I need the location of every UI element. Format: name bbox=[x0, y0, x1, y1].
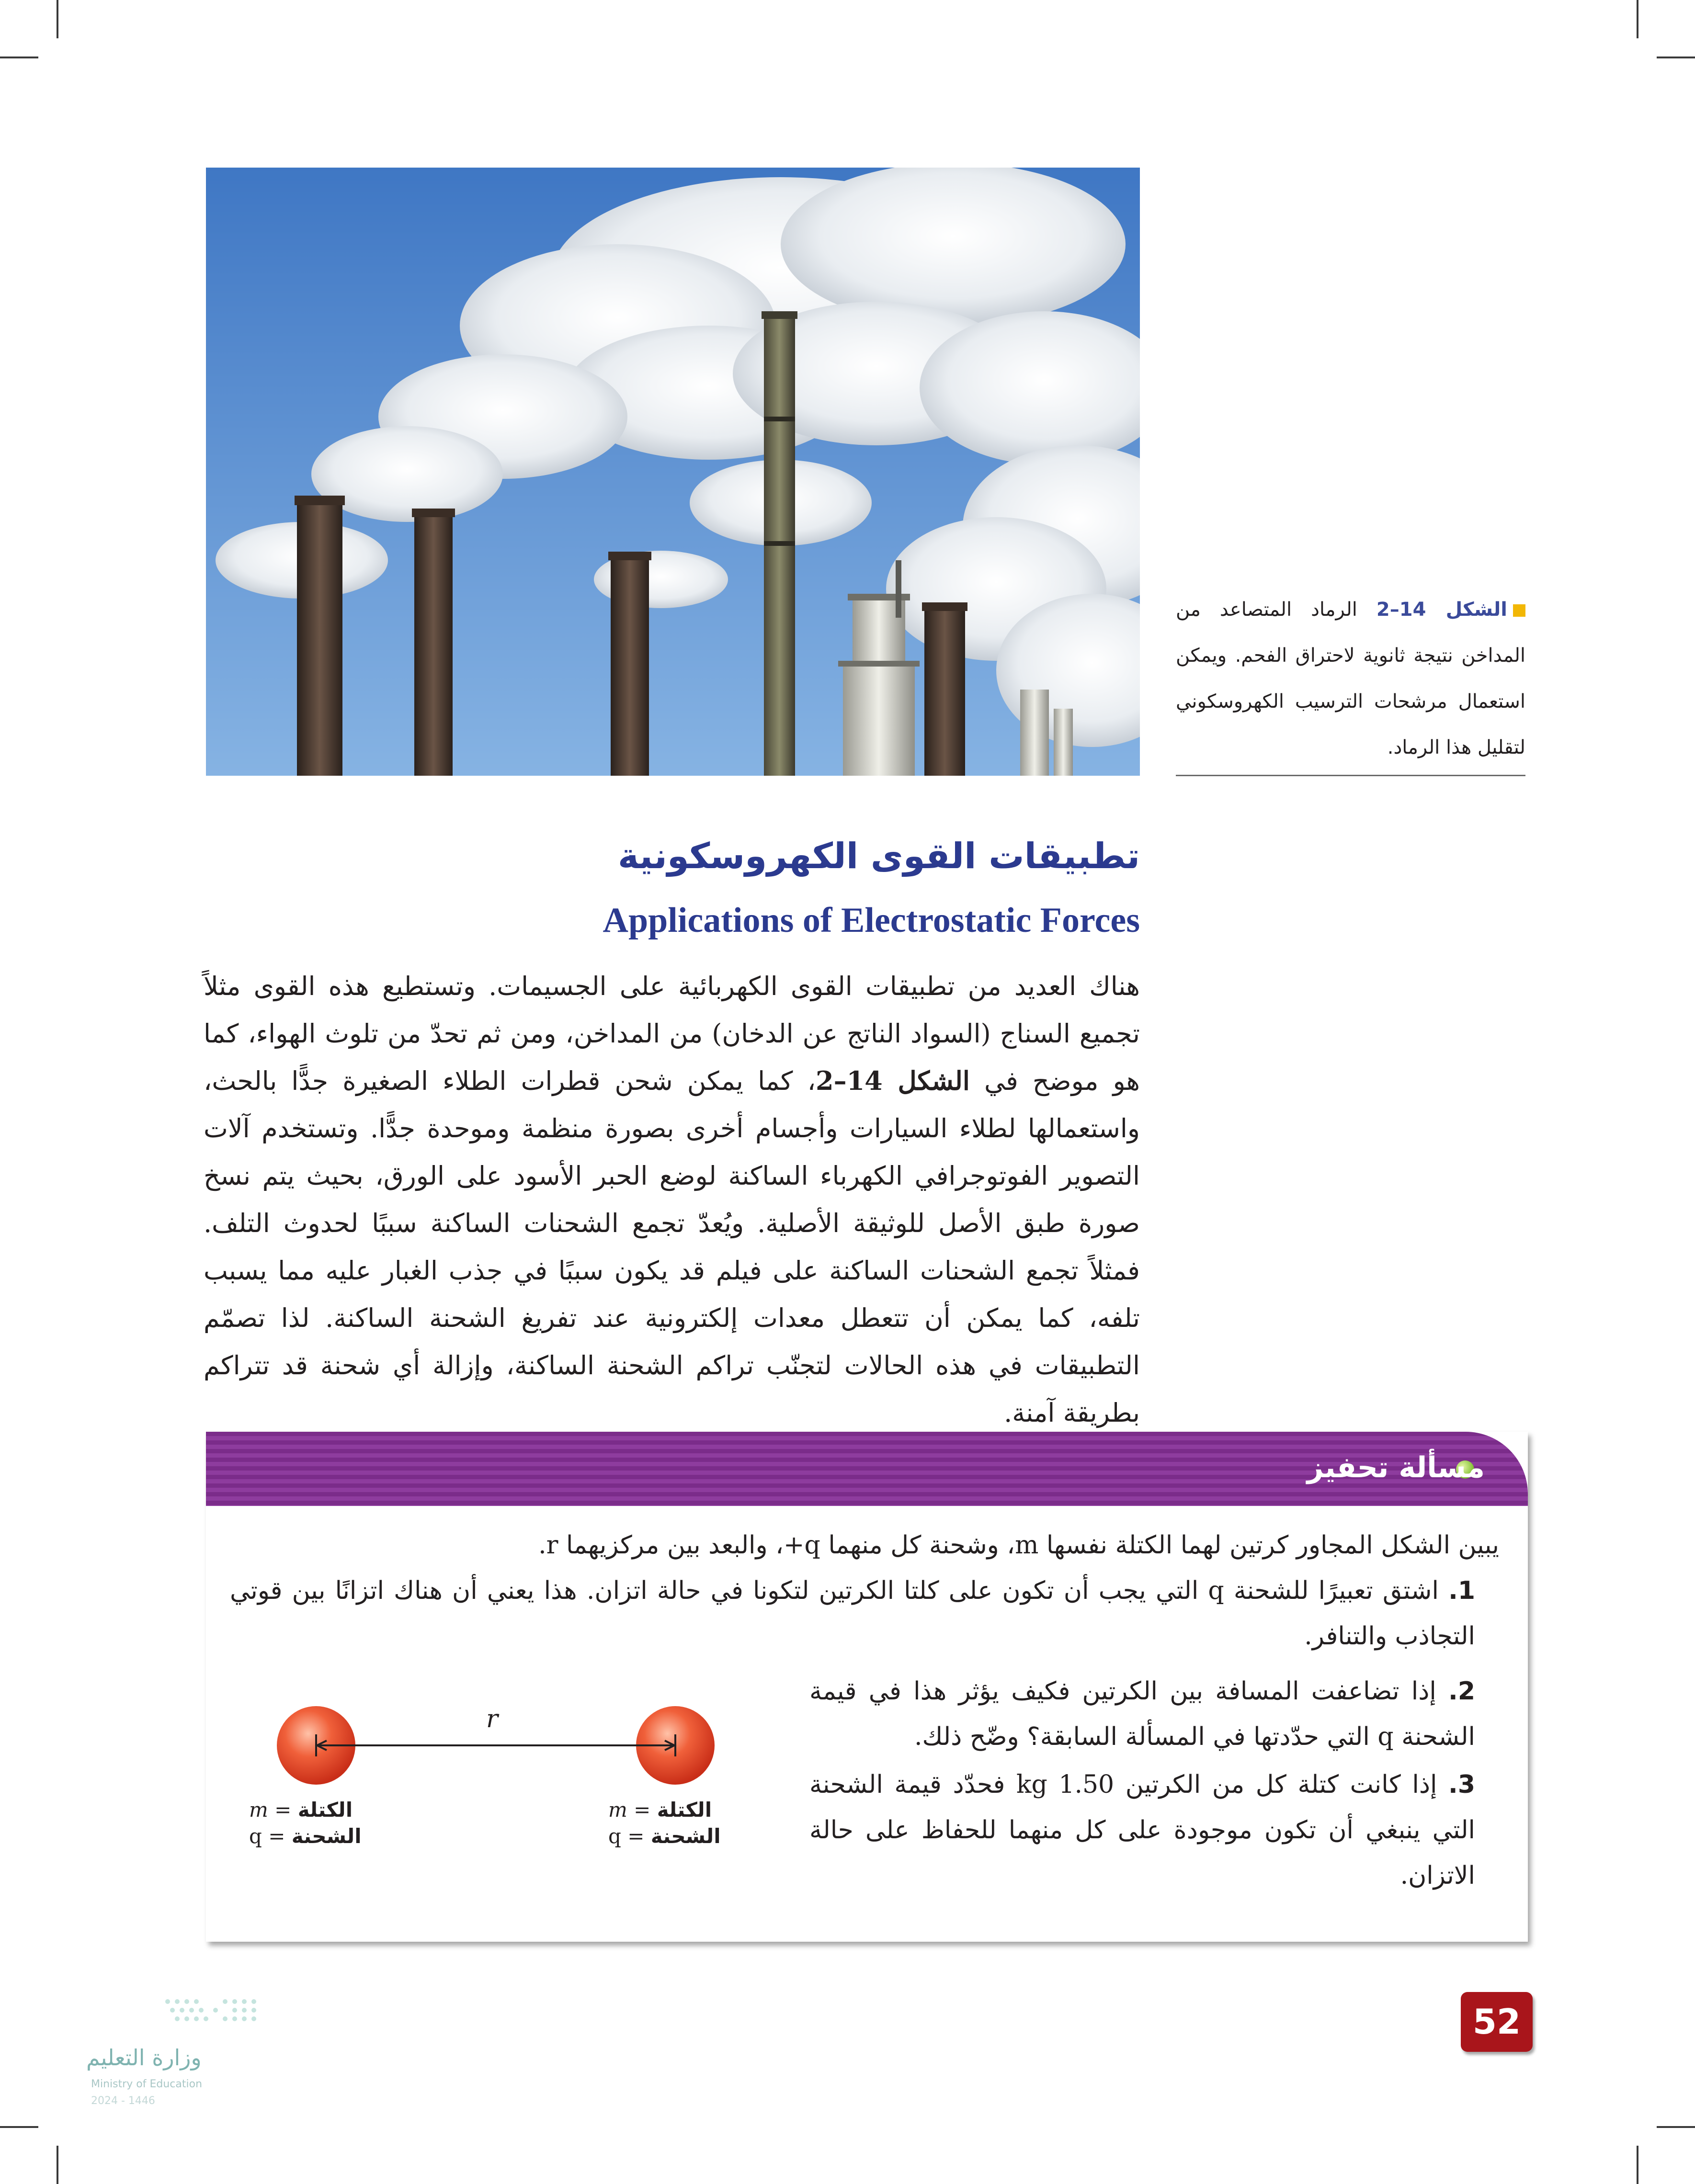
question-1 bbox=[230, 1568, 1475, 1659]
question-number: 3. bbox=[1448, 1770, 1475, 1799]
question-number: 2. bbox=[1448, 1677, 1475, 1706]
problem-intro: يبين الشكل المجاور كرتين لهما الكتلة نفسها m، وشحنة كل منهما q+، والبعد بين مركزيهما r. bbox=[538, 1531, 1499, 1560]
crop-mark bbox=[1657, 2126, 1695, 2128]
crop-mark bbox=[57, 2146, 58, 2184]
right-sphere-charge bbox=[608, 1824, 752, 1848]
question-3 bbox=[809, 1762, 1475, 1899]
charge-label: الشحنة bbox=[291, 1824, 362, 1848]
crop-mark bbox=[0, 57, 38, 58]
mass-value: m = bbox=[249, 1798, 292, 1822]
crop-mark bbox=[1657, 57, 1695, 58]
crop-mark bbox=[1637, 0, 1638, 38]
mass-label: الكتلة bbox=[297, 1798, 353, 1822]
caption-label: الشكل 14–2 bbox=[1376, 599, 1508, 621]
body-text-part2: ، كما يمكن شحن قطرات الطلاء الصغيرة جدًّا بالحث، واستعمالها لطلاء السيارات وأجسام أخرى بصورة منظمة وموحدة جدًّا. وتستخدم آلات التصوير الفوتوجرافي الكهرباء الساكنة لوضع الحبر الأسود على الورق، بحيث يتم نسخ صورة طبق الأصل للوثيقة الأصلية. ويُعدّ تجمع الشحنات الساكنة سببًا لحدوث التلف. فمثلاً تجمع الشحنات الساكنة على فيلم قد يكون سببًا في جذب الغبار عليه مما يسبب تلفه، كما يمكن أن تتعطل معدات إلكترونية عند تفريغ الشحنة الساكنة. لذا تصمّم التطبيقات في هذه الحالات لتجنّب تراكم الشحنة الساكنة، وإزالة أي شحنة قد تتراكم بطريقة آمنة. bbox=[204, 1066, 1140, 1428]
charge-value: q = bbox=[608, 1824, 645, 1848]
figure-reference: الشكل 14–2 bbox=[816, 1065, 970, 1096]
charge-label: الشحنة bbox=[650, 1824, 721, 1848]
question-number: 1. bbox=[1448, 1576, 1476, 1605]
crop-mark bbox=[57, 0, 58, 38]
ministry-name-arabic: وزارة التعليم bbox=[86, 2045, 202, 2071]
left-sphere-charge bbox=[249, 1824, 393, 1848]
question-2 bbox=[809, 1669, 1475, 1760]
ministry-year: 2024 - 1446 bbox=[91, 2095, 155, 2107]
smokestacks-photo bbox=[206, 168, 1140, 776]
crop-mark bbox=[0, 2126, 38, 2128]
figure-caption bbox=[1176, 587, 1525, 770]
distance-line bbox=[316, 1734, 675, 1756]
challenge-problem-title: مسألة تحفيز bbox=[1307, 1451, 1485, 1484]
mass-value: m = bbox=[608, 1798, 651, 1822]
section-title-arabic: تطبيقات القوى الكهروسكونية bbox=[618, 836, 1140, 877]
charge-value: q = bbox=[249, 1824, 285, 1848]
left-sphere-mass bbox=[249, 1798, 393, 1822]
caption-text: الرماد المتصاعد من المداخن نتيجة ثانوية لاحتراق الفحم. ويمكن استعمال مرشحات الترسيب الكهروسكوني لتقليل هذا الرماد. bbox=[1176, 599, 1525, 758]
question-text: اشتق تعبيرًا للشحنة q التي يجب أن تكون على كلتا الكرتين لتكونا في حالة اتزان. هذا يعني أن هناك اتزانًا بين قوتي التجاذب والتنافر. bbox=[230, 1576, 1475, 1651]
body-paragraph bbox=[204, 962, 1140, 1437]
right-sphere-mass bbox=[608, 1798, 752, 1822]
caption-divider bbox=[1176, 775, 1525, 776]
question-text: إذا تضاعفت المسافة بين الكرتين فكيف يؤثر هذا في قيمة الشحنة q التي حدّدتها في المسألة السابقة؟ وضّح ذلك. bbox=[809, 1677, 1475, 1751]
distance-label: r bbox=[486, 1705, 498, 1733]
section-title-english: Applications of Electrostatic Forces bbox=[603, 901, 1140, 940]
question-text: إذا كانت كتلة كل من الكرتين 1.50 kg فحدّد قيمة الشحنة التي ينبغي أن تكون موجودة على كل منهما للحفاظ على حالة الاتزان. bbox=[809, 1770, 1475, 1890]
crop-mark bbox=[1637, 2146, 1638, 2184]
page-number: 52 bbox=[1461, 1992, 1533, 2052]
ministry-name-english: Ministry of Education bbox=[91, 2078, 203, 2090]
body-text-part1: هناك العديد من تطبيقات القوى الكهربائية على الجسيمات. وتستطيع هذه القوى مثلاً تجميع السناج (السواد الناتج عن الدخان) من المداخن، ومن ثم تحدّ من تلوث الهواء، كما هو موضح في bbox=[204, 971, 1140, 1096]
caption-marker-icon bbox=[1513, 604, 1525, 617]
mass-label: الكتلة bbox=[657, 1798, 712, 1822]
